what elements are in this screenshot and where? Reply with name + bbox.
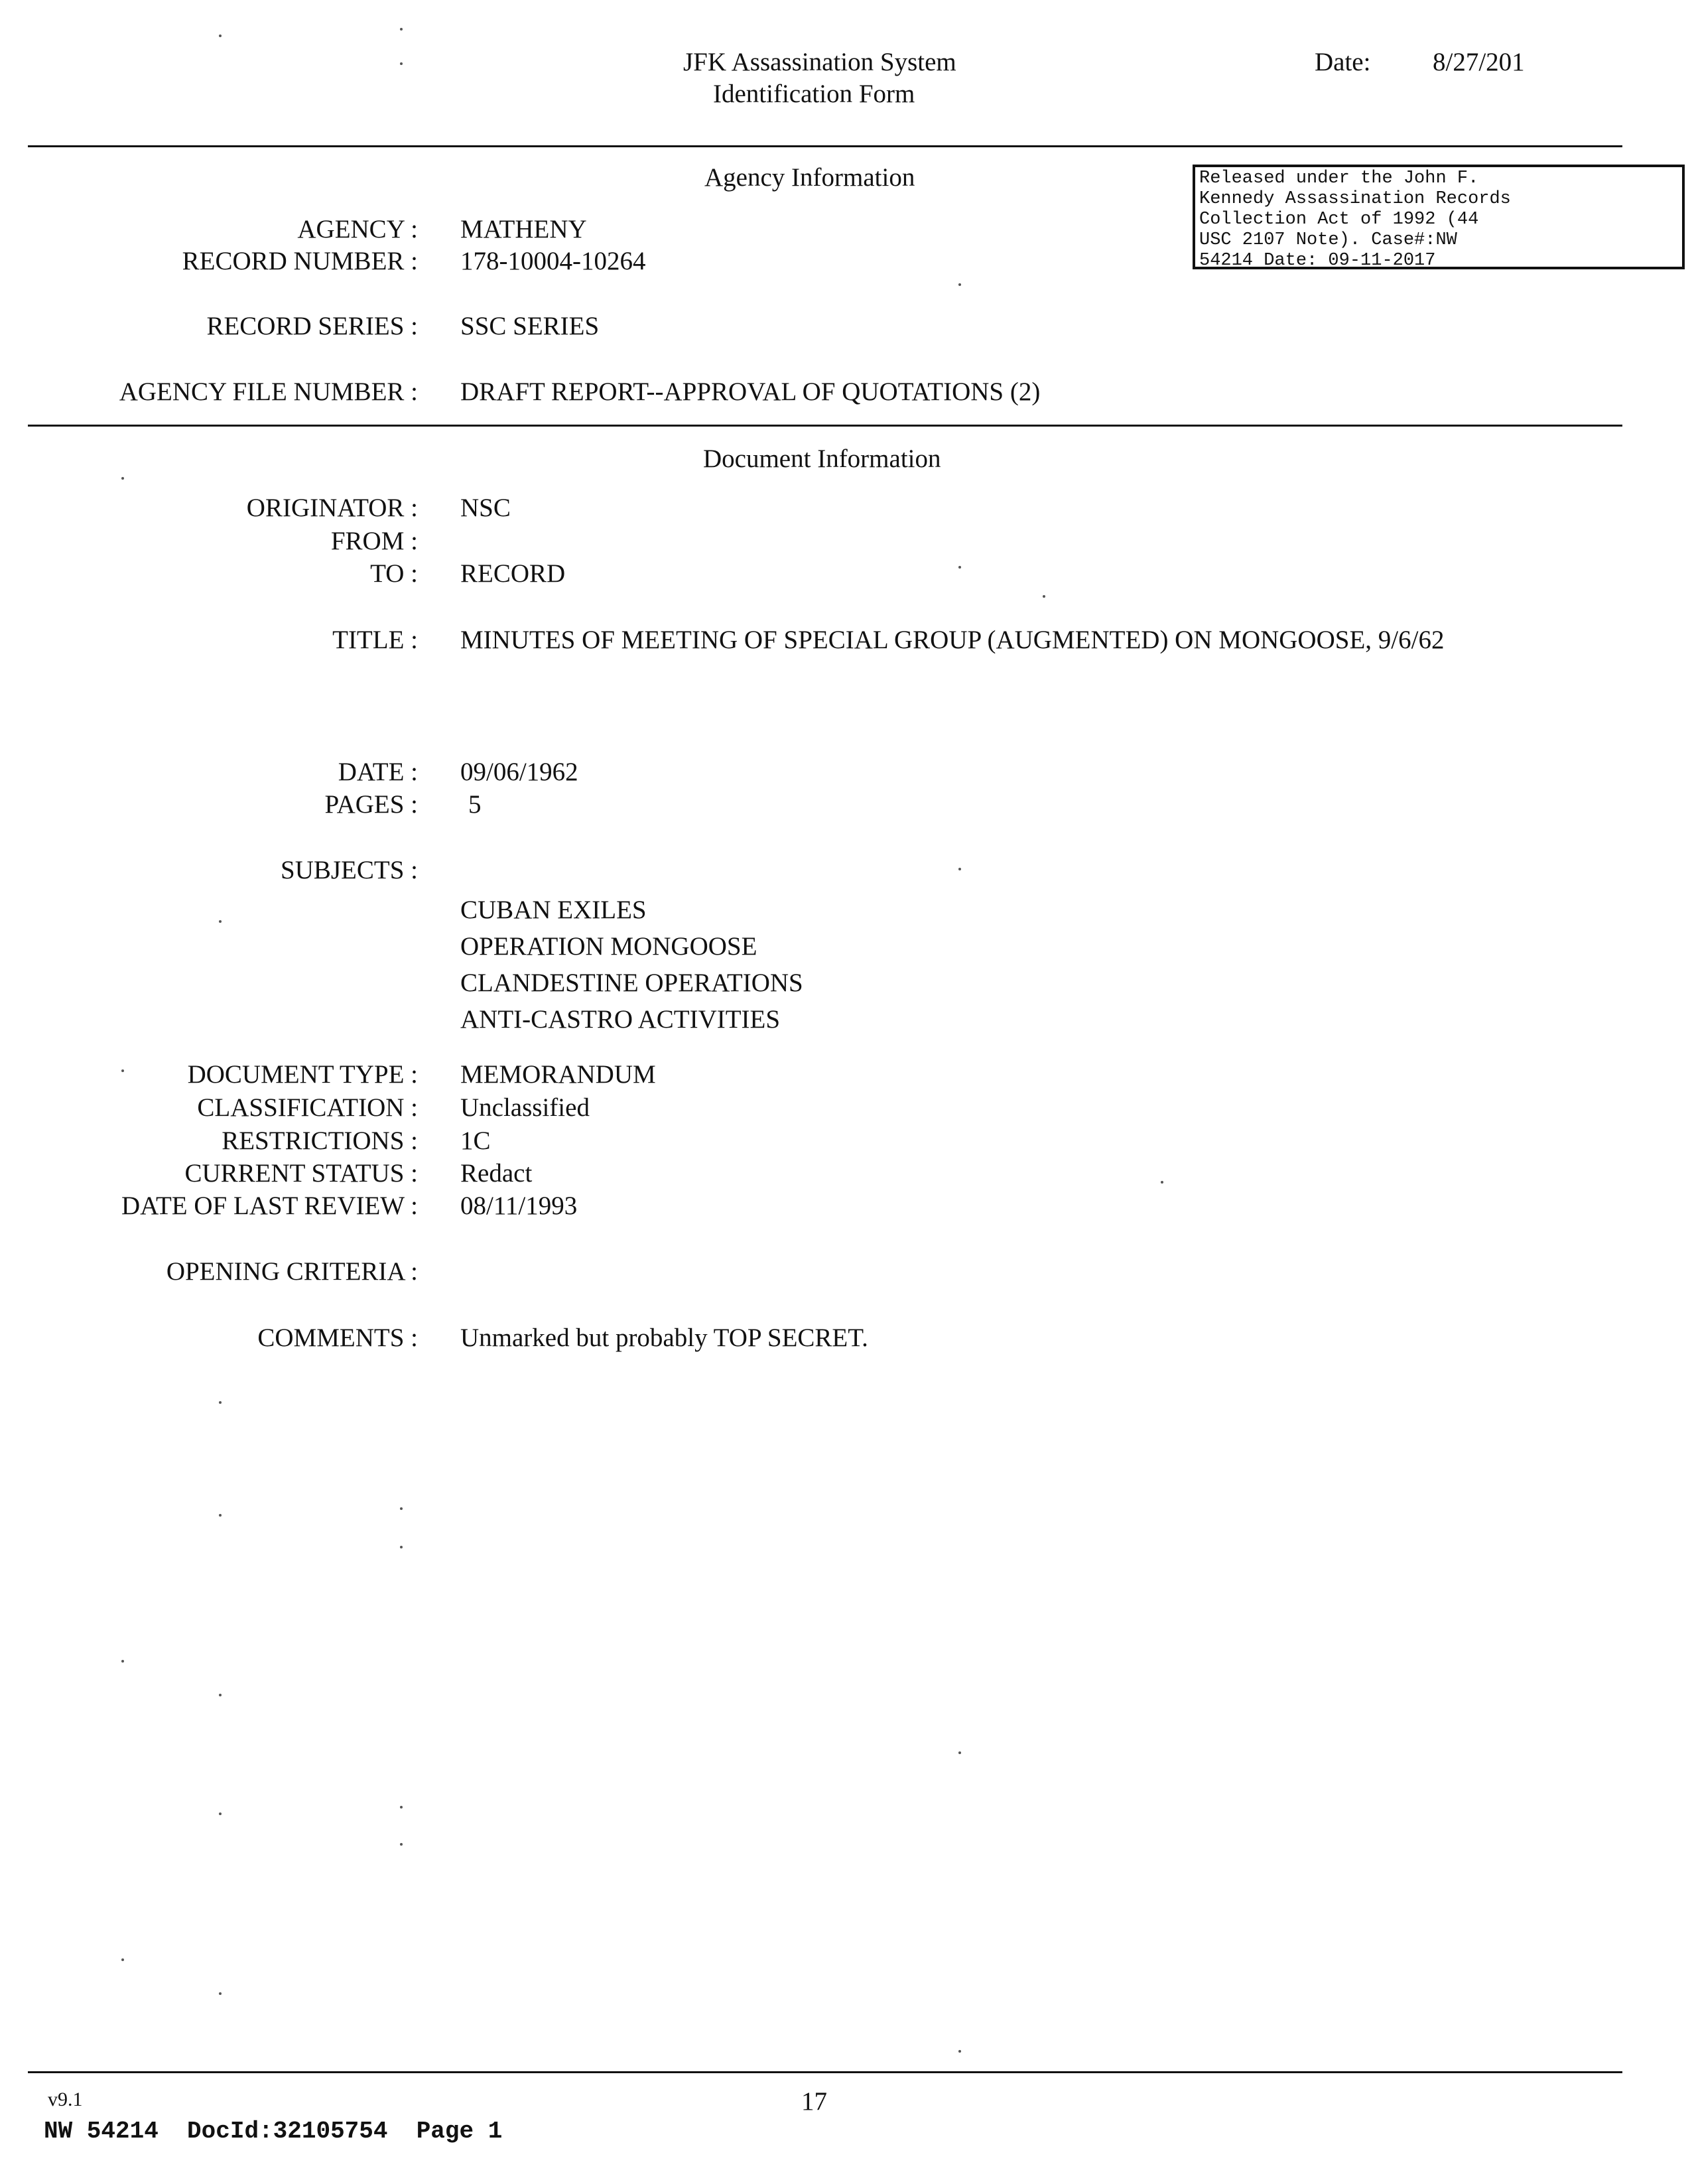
scan-speck [1043,595,1045,598]
last-review-value: 08/11/1993 [460,1192,578,1220]
scan-speck [958,868,961,870]
title-value: MINUTES OF MEETING OF SPECIAL GROUP (AUGMENTED) ON MONGOOSE, 9/6/62 [460,626,1445,654]
scan-speck [219,1694,222,1696]
scan-speck [400,62,403,65]
scan-speck [400,1546,403,1548]
title-label: TITLE : [332,626,418,654]
stamp-line: Released under the John F. [1199,169,1479,188]
to-label: TO : [370,559,418,588]
pages-label: PAGES : [324,790,418,819]
agency-value: MATHENY [460,215,587,243]
agency-file-number-value: DRAFT REPORT--APPROVAL OF QUOTATIONS (2) [460,377,1041,406]
subject-item: CUBAN EXILES [460,896,647,924]
scan-speck [958,566,961,569]
originator-label: ORIGINATOR : [246,494,418,522]
scan-speck [219,1514,222,1517]
scan-speck [219,920,222,923]
release-stamp [1193,165,1685,269]
page-number: 17 [801,2087,827,2116]
current-status-value: Redact [460,1159,533,1188]
from-label: FROM : [330,527,418,555]
scan-speck [400,1507,403,1510]
classification-label: CLASSIFICATION : [197,1093,418,1122]
scan-speck [958,2050,961,2053]
footer-divider [28,2071,1622,2073]
scan-speck [958,283,961,286]
agency-label: AGENCY : [297,215,418,243]
scan-speck [219,1401,222,1404]
comments-value: Unmarked but probably TOP SECRET. [460,1324,868,1352]
form-subtitle: Identification Form [713,80,915,108]
record-series-label: RECORD SERIES : [206,312,418,340]
agency-file-number-label: AGENCY FILE NUMBER : [119,377,418,406]
section-divider [28,425,1622,427]
doc-date-label: DATE : [338,758,418,786]
document-type-label: DOCUMENT TYPE : [187,1060,418,1089]
scan-speck [121,1660,124,1663]
stamp-line: Kennedy Assassination Records [1199,189,1511,209]
document-type-value: MEMORANDUM [460,1060,656,1089]
scan-speck [219,1812,222,1815]
version-label: v9.1 [48,2088,83,2110]
stamp-line: Collection Act of 1992 (44 [1199,210,1479,230]
subject-item: CLANDESTINE OPERATIONS [460,969,803,997]
record-number-value: 178-10004-10264 [460,247,646,275]
restrictions-value: 1C [460,1126,491,1155]
pages-value: 5 [468,790,482,819]
agency-section-heading: Agency Information [704,163,915,192]
last-review-label: DATE OF LAST REVIEW : [121,1192,418,1220]
document-id-line: NW 54214 DocId:32105754 Page 1 [44,2118,503,2145]
date-value: 8/27/201 [1433,48,1525,76]
form-system-title: JFK Assassination System [683,48,956,76]
restrictions-label: RESTRICTIONS : [222,1126,418,1155]
scan-speck [400,1843,403,1846]
scan-speck [958,1751,961,1754]
classification-value: Unclassified [460,1093,590,1122]
scan-speck [121,477,124,480]
scan-speck [121,1069,124,1072]
opening-criteria-label: OPENING CRITERIA : [166,1257,418,1286]
subject-item: OPERATION MONGOOSE [460,932,757,961]
scan-speck [121,1958,124,1961]
document-section-heading: Document Information [703,444,941,473]
comments-label: COMMENTS : [257,1324,418,1352]
current-status-label: CURRENT STATUS : [184,1159,418,1188]
subjects-label: SUBJECTS : [281,856,418,884]
doc-date-value: 09/06/1962 [460,758,578,786]
originator-value: NSC [460,494,511,522]
record-series-value: SSC SERIES [460,312,600,340]
stamp-line: USC 2107 Note). Case#:NW [1199,230,1457,250]
scan-speck [400,28,403,31]
record-number-label: RECORD NUMBER : [182,247,418,275]
header-divider [28,145,1622,147]
subject-item: ANTI-CASTRO ACTIVITIES [460,1005,781,1034]
to-value: RECORD [460,559,566,588]
scan-speck [400,1806,403,1809]
scan-speck [219,1992,222,1995]
stamp-line: 54214 Date: 09-11-2017 [1199,251,1436,271]
scan-speck [1161,1181,1163,1184]
scan-speck [219,34,222,37]
date-label: Date: [1315,48,1371,76]
